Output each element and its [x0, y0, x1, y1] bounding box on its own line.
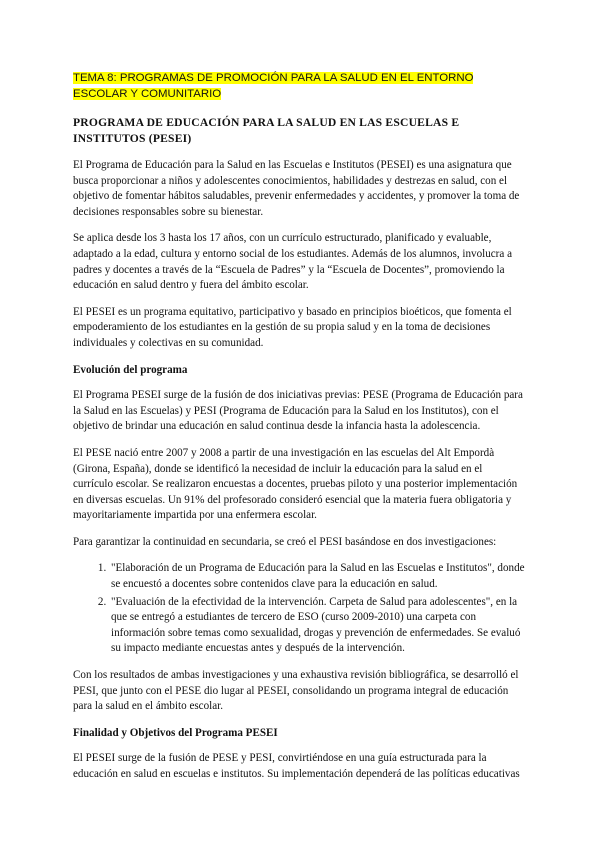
evolution-closing-paragraph: Con los resultados de ambas investigaciones y una exhaustiva revisión bibliográfica, se desarrolló el PESI, que junto con el PESE dio lugar al PESEI, consolidando un programa integral de educación para la salud en el ámbito escolar.: [73, 669, 519, 713]
evolution-heading: Evolución del programa: [73, 363, 188, 376]
research-list: [73, 561, 525, 657]
document-page: [73, 68, 525, 794]
objectives-paragraph: El PESEI surge de la fusión de PESE y PESI, convirtiéndose en una guía estructurada para la educación en salud en escuelas e institutos. Su implementación dependerá de las políticas educativas: [73, 752, 520, 780]
list-item: 1. "Elaboración de un Programa de Educación para la Salud en las Escuelas e Institutos", donde se encuestó a docentes sobre contenidos clave para la educación en salud.: [109, 561, 525, 592]
intro-paragraph-3: El PESEI es un programa equitativo, participativo y basado en principios bioéticos, que fomenta el empoderamiento de los estudiantes en la gestión de su propia salud y en la toma de decisiones individuales y colectivas en su comunidad.: [73, 305, 512, 349]
objectives-heading: Finalidad y Objetivos del Programa PESEI: [73, 726, 278, 739]
evolution-paragraph-2: El PESE nació entre 2007 y 2008 a partir de una investigación en las escuelas del Alt Empordà (Girona, España), donde se identificó la necesidad de incluir la educación para la salud en el currículo escolar. Se realizaron encuestas a docentes, pruebas piloto y una posterior implementación en diversas escuelas. Un 91% del profesorado consideró esencial que la materia fuera obligatoria y mayoritariamente impartida por una enfermera escolar.: [73, 446, 518, 522]
topic-title-highlight: TEMA 8: PROGRAMAS DE PROMOCIÓN PARA LA SALUD EN EL ENTORNO ESCOLAR Y COMUNITARIO: [73, 72, 474, 100]
intro-paragraph-2: Se aplica desde los 3 hasta los 17 años, con un currículo estructurado, planificado y evaluable, adaptado a la edad, cultura y entorno social de los estudiantes. Además de los alumnos, involucra a padres y docentes a través de la “Escuela de Padres” y la “Escuela de Docentes”, promoviendo la educación en salud dentro y fuera del ámbito escolar.: [73, 232, 512, 292]
list-item: 2. "Evaluación de la efectividad de la intervención. Carpeta de Salud para adolescentes", en la que se entregó a estudiantes de tercero de ESO (curso 2009-2010) una carpeta con información sobre temas como sexualidad, drogas y prevención de enfermedades. Se evaluó su impacto mediante encuestas antes y después de la intervención.: [109, 595, 525, 657]
evolution-paragraph-1: El Programa PESEI surge de la fusión de dos iniciativas previas: PESE (Programa de Educación para la Salud en las Escuelas) y PESI (Programa de Educación para la Salud en los Institutos), con el objetivo de brindar una educación en salud continua desde la infancia hasta la adolescencia.: [73, 389, 523, 433]
evolution-paragraph-3: Para garantizar la continuidad en secundaria, se creó el PESI basándose en dos investigaciones:: [73, 535, 497, 548]
intro-paragraph-1: El Programa de Educación para la Salud en las Escuelas e Institutos (PESEI) es una asignatura que busca proporcionar a niños y adolescentes conocimientos, habilidades y destrezas en salud, con el objetivo de fomentar hábitos saludables, prevenir enfermedades y accidentes, y promover la toma de decisiones responsables sobre su bienestar.: [73, 159, 520, 218]
section-title: PROGRAMA DE EDUCACIÓN PARA LA SALUD EN LAS ESCUELAS E INSTITUTOS (PESEI): [73, 116, 460, 145]
topic-title: [73, 70, 525, 102]
